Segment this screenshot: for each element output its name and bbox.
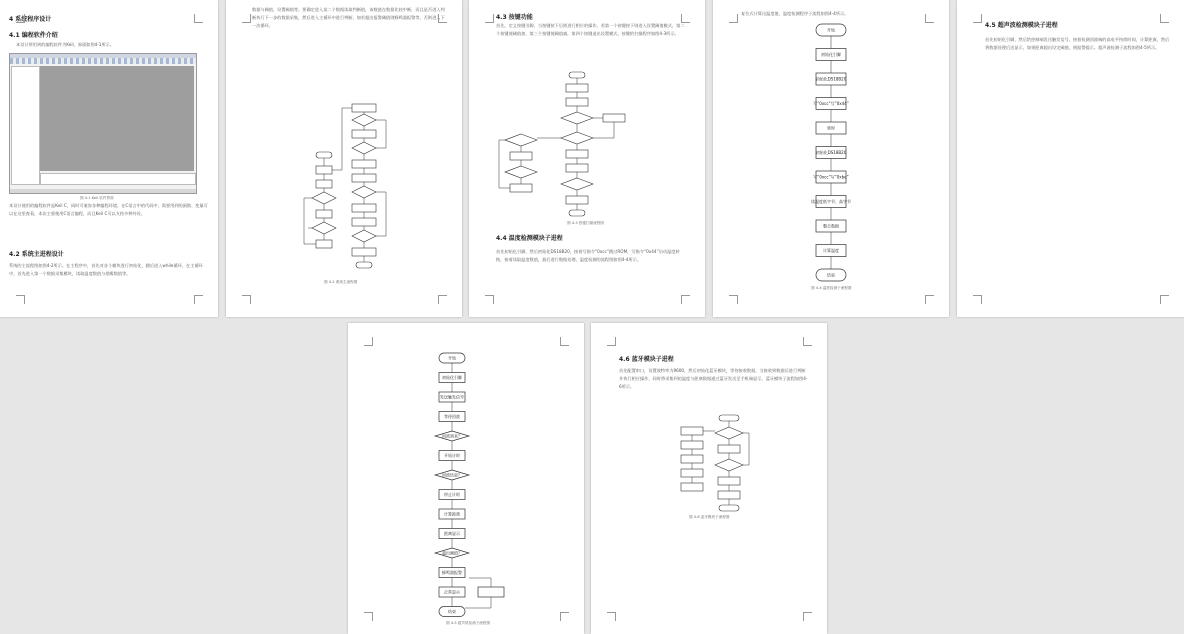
- crop-mark: [485, 295, 494, 304]
- crop-mark: [242, 14, 251, 23]
- flow-step-label: 计算温度: [823, 248, 839, 253]
- body-paragraph: 首先配置串口，设置波特率为9600，然后初始化蓝牙模块，等待接收数据，当接收到数据后进行判断并执行相应操作，同时将采集到的温度与距离数据通过蓝牙发送至手机端显示，蓝牙模块子流程如图4-6所示。: [619, 368, 808, 389]
- keil-status-bar: [10, 189, 196, 193]
- crop-mark: [729, 295, 738, 304]
- crop-mark: [925, 14, 934, 23]
- main-flowchart: [226, 0, 462, 317]
- section-heading-4-4: 4.4 温度检测模块子进程: [496, 235, 563, 242]
- flow-step-label: 开始: [448, 355, 456, 361]
- body-paragraph-1: 本设计使用的编程软件是Keil C，同时可兼容各种编程环境。在C语言中的代码中，需要用到的函数、变量可以在这里查看，本次主要使用C语言编程，而且Keil C可以支持多种外设。: [9, 203, 208, 216]
- body-paragraph: 首先初始化引脚，然后给控制端发送触发信号，接着检测回波端的高电平持续时间，计算距离，然后将数据处理后送显示，如果距离超出设定阈值，则报警提示。超声波检测子流程如图4-5所示。: [985, 37, 1170, 50]
- section-heading-4-6: 4.6 蓝牙模块子进程: [619, 356, 674, 363]
- chapter-heading: 4 系统程序设计: [9, 16, 52, 23]
- crop-mark: [194, 295, 203, 304]
- crop-mark: [973, 295, 982, 304]
- section-heading-4-5: 4.5 超声波检测模块子进程: [985, 22, 1058, 29]
- flow-step-label: 正常显示: [444, 589, 460, 595]
- document-page-2: [226, 0, 462, 317]
- flow-step-label: 延时: [827, 125, 835, 131]
- crop-mark: [438, 295, 447, 304]
- flow-step-label: 初始化DS18B20: [815, 76, 847, 82]
- figure-4-6-caption: 图 4-6 蓝牙模块子流程图: [689, 515, 730, 519]
- flow-step-label: 整合数据: [823, 223, 839, 229]
- ultrasonic-flowchart: [348, 323, 584, 634]
- flow-step-label: 写“0xcc”写“0x44”: [813, 101, 849, 106]
- flow-step-label: 结束: [448, 609, 456, 614]
- flow-step-label: 计算距离: [444, 511, 460, 517]
- document-page-3: [469, 0, 705, 317]
- figure-4-3-caption: 图 4-3 按键扫描流程图: [567, 221, 604, 225]
- figure-4-2-caption: 图 4-2 系统主流程图: [324, 280, 358, 284]
- section-heading-4-3: 4.3 按键功能: [496, 14, 533, 21]
- document-page-5: [957, 0, 1184, 317]
- flow-step-label: 等待回波: [444, 414, 460, 419]
- crop-mark: [803, 612, 812, 621]
- crop-mark: [973, 14, 982, 23]
- crop-mark: [607, 337, 616, 346]
- crop-mark: [803, 337, 812, 346]
- figure-4-1-caption: 图 4-1 Keil 软件界面: [80, 196, 114, 200]
- section-heading-4-1: 4.1 编程软件介绍: [9, 32, 58, 39]
- flow-step-label: 停止计时: [444, 492, 460, 497]
- keil-editor-area: [40, 66, 194, 171]
- flow-step-label: 开始: [827, 27, 835, 33]
- keil-toolbar: [10, 58, 196, 64]
- flow-step-label: 距离显示: [444, 531, 460, 536]
- flow-step-label: 回波结束？: [442, 472, 462, 478]
- document-page-6: [348, 323, 584, 634]
- bluetooth-flowchart: [591, 323, 827, 634]
- flow-step-label: 初始化引脚: [442, 375, 462, 380]
- crop-mark: [194, 14, 203, 23]
- crop-mark: [485, 14, 494, 23]
- flow-step-label: 结束: [827, 272, 835, 278]
- crop-mark: [560, 337, 569, 346]
- flow-step-label: 初始化DS18B20: [815, 150, 847, 155]
- body-paragraph-2: 首先初始化引脚，然后初始化DS18B20，接着写指令“0xcc”跳过ROM，写指令“0x44”启动温度转换，接着读取温度数值，最后进行数据处理，温度检测的流程图如图4-4所示。: [496, 249, 680, 262]
- keil-screenshot: [9, 53, 197, 194]
- document-page-4: [713, 0, 949, 317]
- figure-4-4-caption: 图 4-4 温度检测子流程图: [811, 286, 852, 290]
- flow-step-label: 蜂鸣器报警: [442, 570, 462, 575]
- flow-step-label: 发送触发信号: [440, 394, 464, 400]
- flow-step-label: 超出阈值？: [442, 550, 462, 556]
- crop-mark: [242, 295, 251, 304]
- intro-line: 复位式计算出温度值，温度检测程序子流程如图4-4所示。: [741, 11, 849, 16]
- crop-mark: [681, 14, 690, 23]
- crop-mark: [438, 14, 447, 23]
- crop-mark: [16, 14, 25, 23]
- crop-mark: [16, 295, 25, 304]
- flow-step-label: 初始化引脚: [821, 52, 841, 57]
- key-scan-flowchart: [469, 0, 705, 317]
- document-page-7: [591, 323, 827, 634]
- crop-mark: [681, 295, 690, 304]
- crop-mark: [729, 14, 738, 23]
- crop-mark: [1160, 295, 1169, 304]
- crop-mark: [560, 612, 569, 621]
- crop-mark: [607, 612, 616, 621]
- keil-project-panel: [11, 66, 40, 185]
- crop-mark: [1160, 14, 1169, 23]
- section-intro: 本设计所用到的编程软件为Keil，界面如图4-1所示。: [16, 42, 115, 47]
- temperature-flowchart: [713, 0, 949, 317]
- body-paragraph: 数据与阈值，设置阈值等。要确定进入某二个数据读取判断值，该数值在数据比较中断，而且是否进入判断执行下一步的数据采集，然后进入主循环中进行判断，如若超出报警阈值则蜂鸣器报警等，否则进入下一次循环。: [252, 7, 445, 28]
- body-paragraph-2: 系统的主流程图如图4-2所示。在主程序中，首先对各个模块进行初始化，随后进入while循环，在主循环中，首先进入第一个数据采集模块，读取温度数值与烟雾数值等。: [9, 263, 203, 276]
- flow-step-label: 读温度低字节、高字节: [811, 199, 851, 204]
- flow-branch-step: [478, 587, 504, 597]
- keil-build-output: [40, 173, 196, 185]
- flow-step-label: 回波到来？: [442, 433, 462, 439]
- figure-4-5-caption: 图 4-5 超声波检测子流程图: [446, 621, 491, 625]
- body-paragraph: 首先，定义按键引脚，当按键按下后则进行相应的操作。若第一个按键按下则进入设置阈值模式，第二个按键使阈值加，第三个按键使阈值减，第四个按键退出设置模式，按键的扫描程序如图4-3所示。: [496, 23, 685, 36]
- flow-step-label: 开始计时: [444, 453, 460, 458]
- flow-step-label: 写“0xcc”写“0xbe”: [813, 174, 849, 180]
- crop-mark: [925, 295, 934, 304]
- section-heading-4-2: 4.2 系统主进程设计: [9, 251, 64, 258]
- crop-mark: [364, 612, 373, 621]
- crop-mark: [364, 337, 373, 346]
- document-page-1: [0, 0, 218, 317]
